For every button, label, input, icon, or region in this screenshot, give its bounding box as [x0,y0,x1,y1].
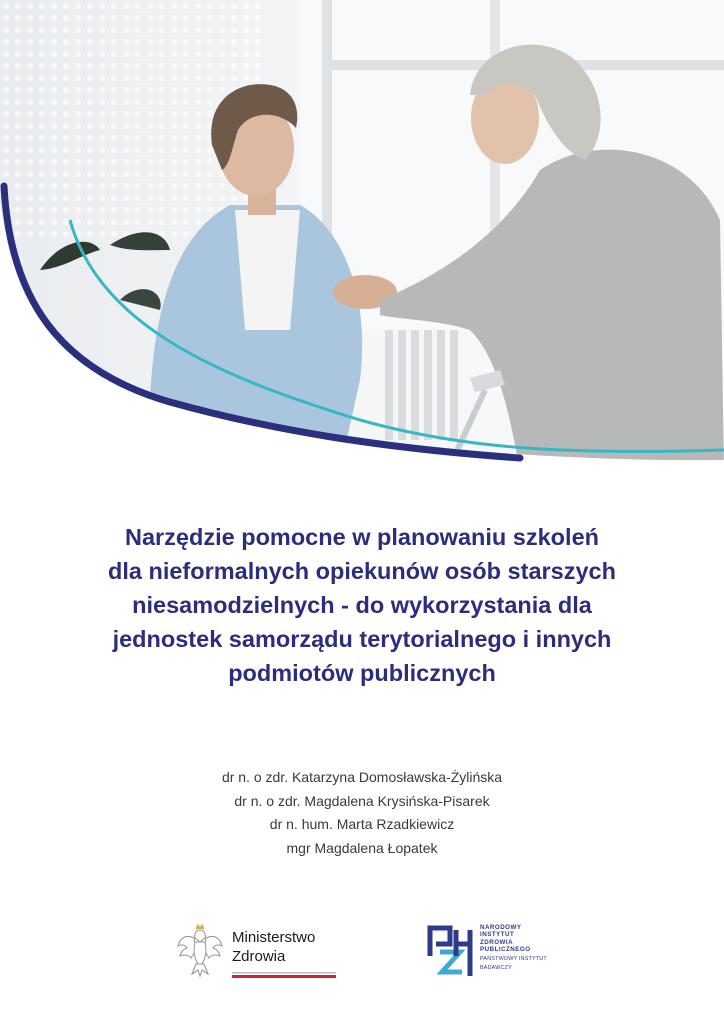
title-line: Narzędzie pomocne w planowaniu szkoleń [124,524,599,550]
ministry-name-line: Ministerstwo [232,929,316,946]
white-eagle-emblem-icon [176,922,224,980]
author-name: dr n. o zdr. Katarzyna Domosławska-Żylińska [221,769,503,785]
institute-name-line: NARODOWY [480,924,522,931]
title-line: podmiotów publicznych [228,660,496,686]
cover-photo [0,0,724,470]
institute-subtitle: BADAWCZY [480,965,512,972]
institute-name-line: ZDROWIA [480,938,514,946]
ministry-of-health-logo [176,922,346,980]
title-line: dla nieformalnych opiekunów osób starszych [108,558,616,584]
document-title [40,520,684,690]
polish-flag-stripe [232,972,336,978]
pzh-logo-icon [426,922,474,980]
title-line: niesamodzielnych - do wykorzystania dla [132,592,592,618]
ministry-name-line: Zdrowia [232,948,286,965]
nizp-pzh-logo [426,920,576,982]
author-name: dr n. o zdr. Magdalena Krysińska-Pisarek [234,792,490,809]
author-name: mgr Magdalena Łopatek [286,839,438,856]
author-list [60,766,664,860]
institute-name-line: INSTYTUT [480,931,515,939]
institute-name-line: PUBLICZNEGO [480,946,531,954]
title-line: jednostek samorządu terytorialnego i innych [112,626,612,652]
institute-subtitle: PAŃSTWOWY INSTYTUT [480,955,547,962]
author-name: dr n. hum. Marta Rzadkiewicz [269,816,455,832]
